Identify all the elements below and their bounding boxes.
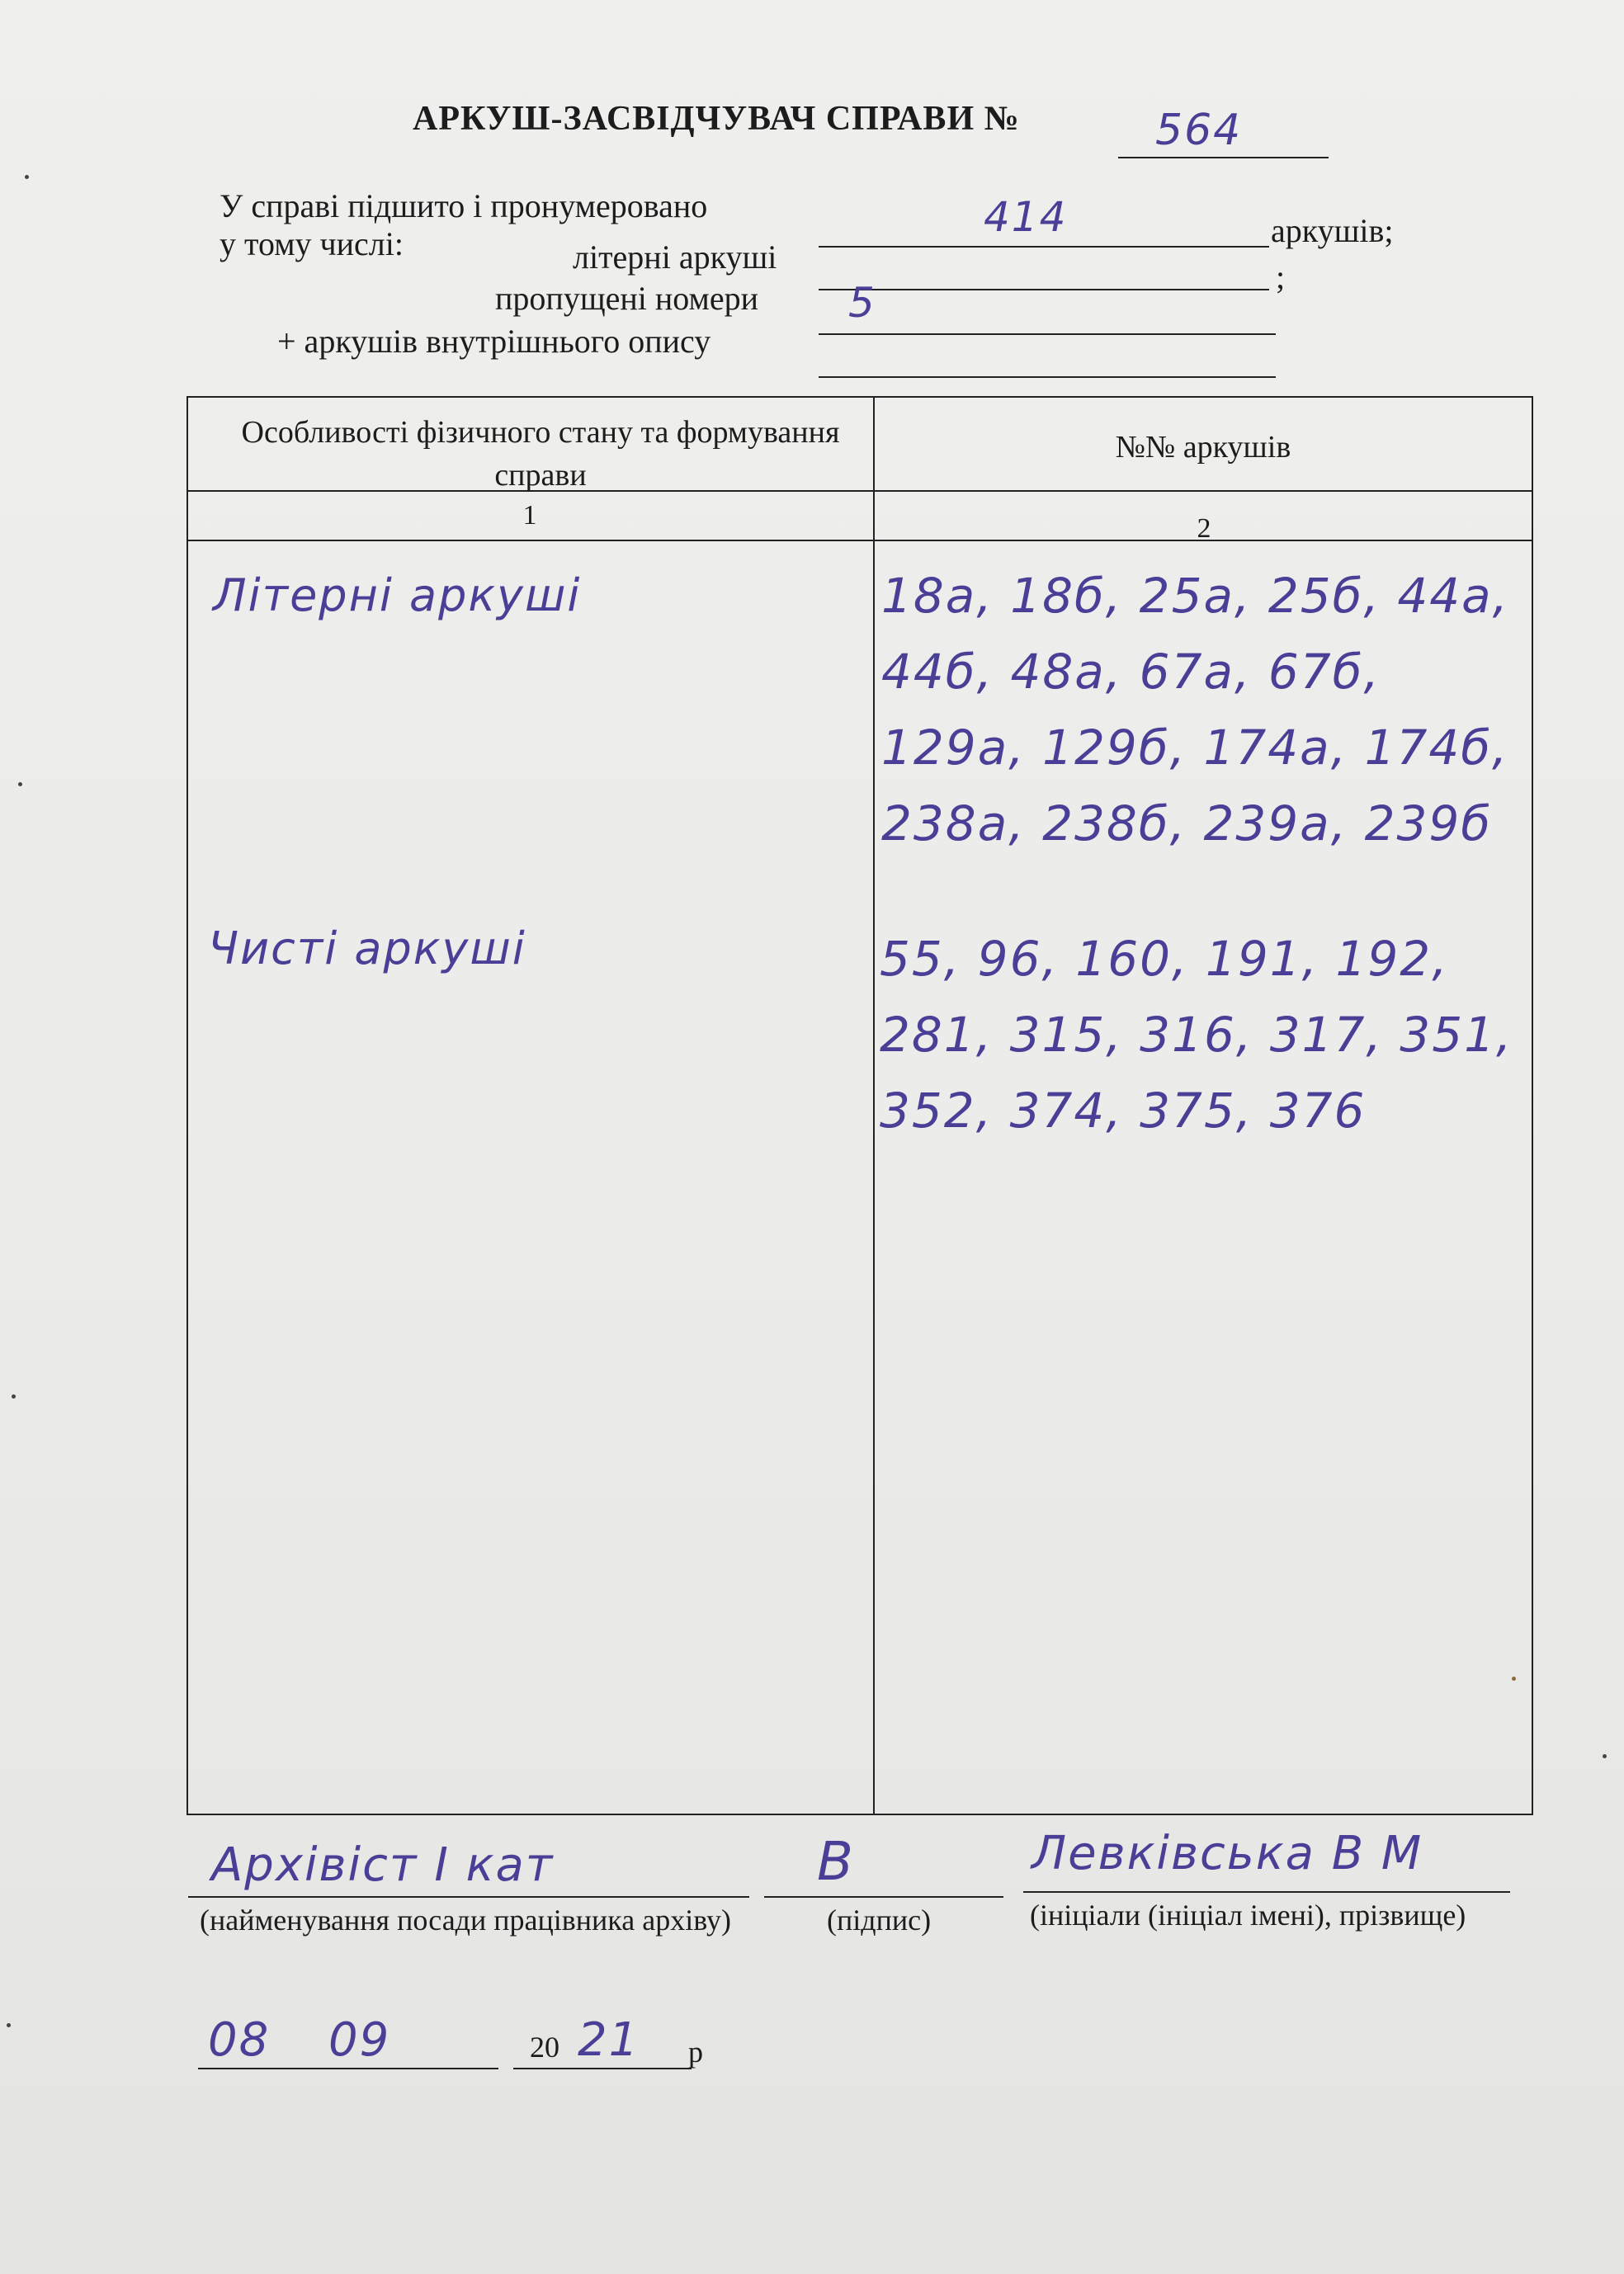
stitched-value: 414 [984,193,1068,241]
col2-header: №№ аркушів [1115,430,1291,465]
including-label: у тому числі: [220,225,404,262]
stitched-unit: аркушів; [1271,212,1394,249]
table-row-1-feature: Літерні аркуші [213,569,582,621]
date-day-month-line [198,2068,498,2069]
missing-numbers-line [819,333,1276,335]
name-value: Левківська В М [1032,1827,1423,1880]
paper-speck [25,175,29,179]
position-value: Архівіст І кат [211,1838,555,1892]
letter-sheets-label: літерні аркуші [573,238,777,276]
date-year-unit: р [688,2036,703,2069]
date-year-suffix: 21 [578,2013,640,2067]
inner-inventory-label: + аркушів внутрішнього опису [277,323,711,360]
paper-speck [12,1394,16,1399]
date-year-prefix: 20 [530,2031,559,2064]
paper-speck [1512,1677,1516,1681]
table-row-1-sheets: 18а, 18б, 25а, 25б, 44а, 44б, 48а, 67а, 67б, 129а, 129б, 174а, 174б, 238а, 238б, 239а, 239б [881,568,1510,852]
signature-caption: (підпис) [827,1904,932,1937]
name-line [1023,1891,1510,1893]
inner-inventory-line [819,376,1276,378]
page-title: АРКУШ-ЗАСВІДЧУВАЧ СПРАВИ № [413,100,1020,138]
paper-speck [7,2023,11,2027]
stitched-line [819,246,1269,248]
date-month: 09 [328,2013,391,2067]
date-year-line [513,2068,692,2069]
date-day: 08 [208,2013,271,2067]
case-number: 564 [1155,106,1243,155]
signature-mark: В [817,1832,855,1893]
paper-speck [18,782,22,786]
position-caption: (найменування посади працівника архіву) [200,1904,731,1937]
col1-number: 1 [522,500,537,531]
missing-numbers-value: 5 [848,279,876,327]
name-caption: (ініціали (ініціал імені), прізвище) [1030,1899,1466,1932]
col2-number: 2 [1197,513,1211,544]
stitched-label: У справі підшито і пронумеровано [220,187,708,224]
missing-numbers-label: пропущені номери [495,280,759,317]
table-row-2-sheets: 55, 96, 160, 191, 192, 281, 315, 316, 317, 351, 352, 374, 375, 376 [880,931,1513,1139]
table-row-2-feature: Чисті аркуші [208,922,526,974]
col1-header: Особливості фізичного стану та формування справи [241,415,840,493]
case-number-line [1118,157,1329,158]
paper-speck [1603,1754,1607,1758]
letter-sheets-end: ; [1276,258,1286,295]
position-line [188,1896,749,1898]
table-column-divider [873,396,875,1815]
letter-sheets-line [819,289,1269,290]
signature-line [764,1896,1003,1898]
